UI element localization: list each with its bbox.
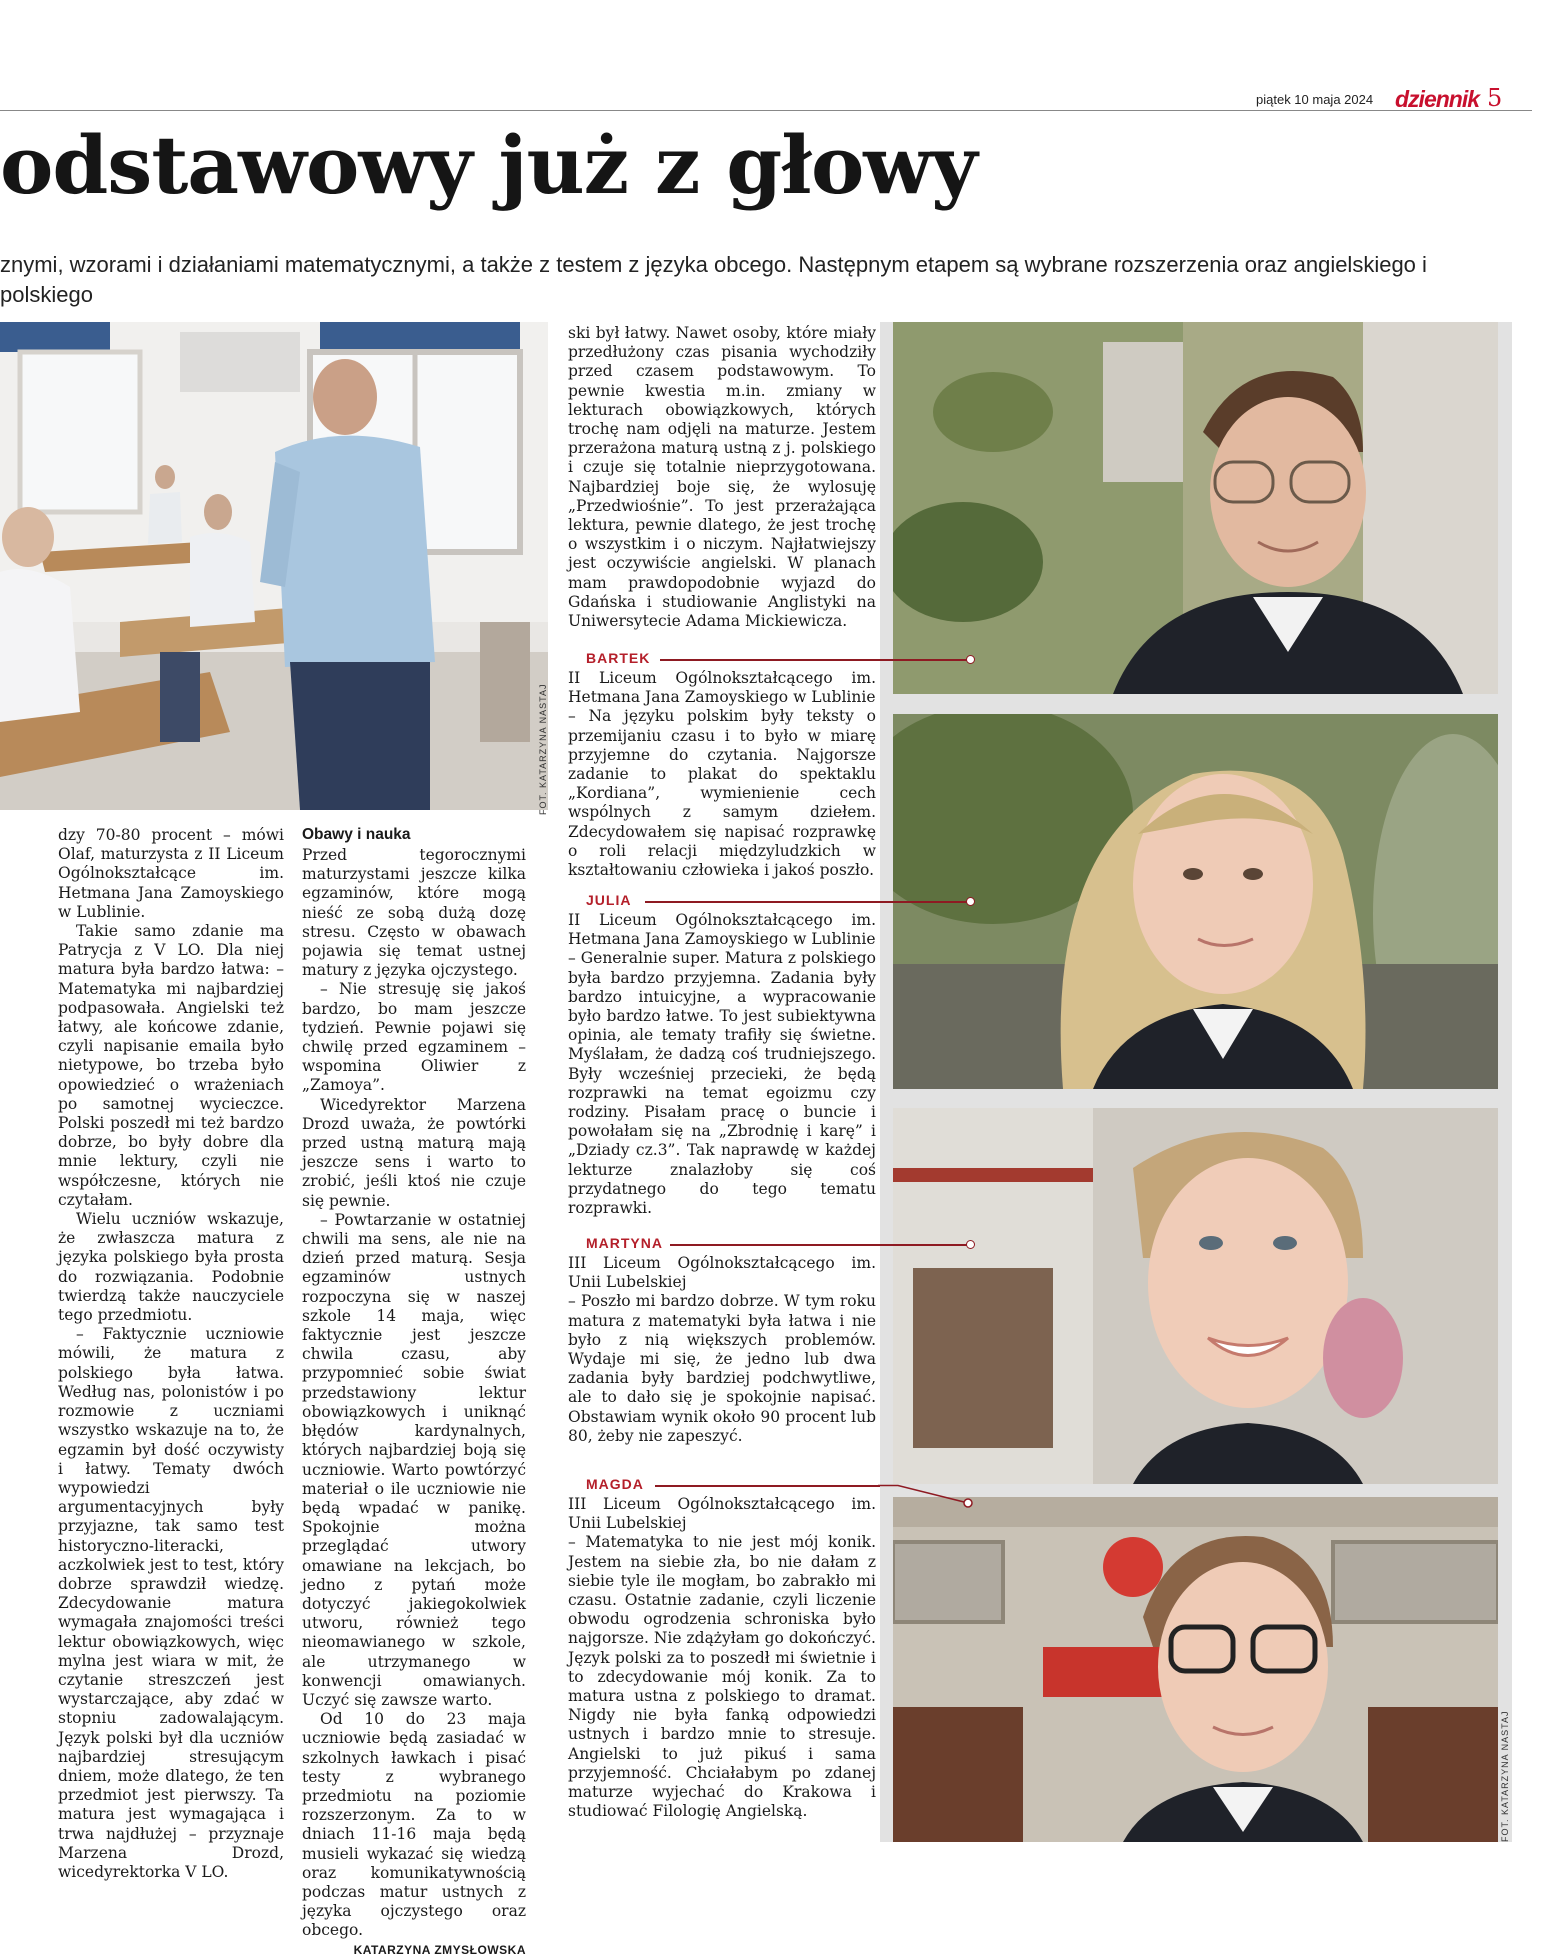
paragraph: – Nie stresuję się jakoś bardzo, bo mam jeszcze tydzień. Pewnie pojawi się chwilę przed egzaminem – wspomina Oliwier z „Zamoya”. — [302, 980, 526, 1095]
paragraph: – Faktycznie uczniowie mówili, że matura z polskiego była łatwa. Według nas, polonistów i po rozmowie z uczniami wszystko wskazuje na to, że egzamin był dość oczywisty i łatwy. Tematy dwóch wypowiedzi argumentacyjnych były przyjazne, tak samo test historyczno-literacki, aczkolwiek jest to test, który dobrze sprawdził wiedzę. Zdecydowanie matura wymagała znajomości treści lektur obowiązkowych, więc mylna jest wiara w mit, że czytanie streszczeń jest wystarczające, aby zdać w stopniu zadowalającym. Język polski był dla uczniów najbardziej stresującym dniem, może dlatego, że ten przedmiot jest pierwszy. Ta matura jest wymagająca i trwa najdłużej – przyznaje Marzena Drozd, wicedyrektorka V LO. — [58, 1325, 284, 1881]
quote-martyna — [568, 1254, 876, 1446]
paragraph: Przed tegorocznymi maturzystami jeszcze kilka egzaminów, które mogą nieść ze sobą dużą dozę stresu. Często w obawach pojawia się temat ustnej matury z języka ojczystego. — [302, 846, 526, 980]
deck: znymi, wzorami i działaniami matematycznymi, a także z testem z języka obcego. Następnym etapem są wybrane rozszerzenia oraz angielskiego i polskiego — [0, 252, 1427, 307]
photo-credit-main: FOT. KATARZYNA NASTAJ — [538, 683, 548, 815]
classroom-photo — [0, 322, 548, 810]
header-rule — [0, 110, 1532, 111]
section-heading: Obawy i nauka — [302, 826, 411, 843]
person-name-magda: MAGDA — [586, 1476, 644, 1492]
school: III Liceum Ogólnokształcącego im. Unii Lubelskiej — [568, 1254, 876, 1292]
article-column-2 — [302, 826, 526, 1957]
paragraph: Wicedyrektor Marzena Drozd uważa, że powtórki przed ustną maturą mają jeszcze sens i warto to zrobić, jeśli ktoś nie czuje się pewnie. — [302, 1095, 526, 1210]
pointer-connector — [878, 1484, 978, 1514]
headline: odstawowy już z głowy — [0, 118, 977, 212]
paragraph: Takie samo zdanie ma Patrycja z V LO. Dla niej matura była bardzo łatwa: – Matematyka mi najbardziej podpasowała. Angielski też łatwy, ale końcowe zdanie, czyli napisanie emaila było nietypowe, bo trzeba było opowiedzieć o wrażeniach po samotnej wycieczce. Polski poszedł mi też bardzo dobrze, bo były dobre dla mnie lektury, czyli nie współczesne, których nie czytałam. — [58, 922, 284, 1209]
paragraph: Od 10 do 23 maja uczniowie będą zasiadać w szkolnych ławkach i pisać testy z wybranego przedmiotu na poziomie rozszerzonym. Za to w dniach 11-16 maja będą musieli wykazać się wiedzą oraz komunikatywnością podczas matur ustnych z języka ojczystego oraz obcego. — [302, 1710, 526, 1940]
portrait-julia — [893, 714, 1498, 1089]
quote-text: – Matematyka to nie jest mój konik. Jestem na siebie zła, bo nie dałam z siebie tyle ile mogłam, bo zabrakło mi czasu. Ostatnie zadanie, czyli liczenie obwodu ogrodzenia schroniska było najgorsze. Nie zdążyłam go dokończyć. Język polski za to poszedł mi świetnie i to zdecydowanie mój konik. Za to matura ustna z polskiego to dramat. Nigdy nie była fanką odpowiedzi ustnych i bardzo mnie to stresuje. Angielski to już pikuś i sama przyjemność. Chciałabym po zdanej maturze wyjechać do Krakowa i studiować Filologię Angielską. — [568, 1533, 876, 1821]
quote-bartek — [568, 669, 876, 880]
byline: KATARZYNA ZMYSŁOWSKA — [353, 1942, 526, 1957]
paragraph: Wielu uczniów wskazuje, że zwłaszcza matura z języka polskiego była prosta do rozwiązania. Podobnie twierdzą także nauczyciele tego przedmiotu. — [58, 1210, 284, 1325]
pointer-line — [645, 901, 968, 903]
pointer-line — [670, 1244, 968, 1246]
issue-date: piątek 10 maja 2024 — [1256, 92, 1374, 107]
quote-text: – Generalnie super. Matura z polskiego była bardzo przyjemna. Zadania były bardzo intuicyjne, a wypracowanie było bardzo łatwe. To jest subiektywna opinia, ale tematy trafiły się świetne. Myślałam, że dadzą coś trudniejszego. Były wcześniej przecieki, że będą rozprawki na temat egoizmu czy rodziny. Pisałam pracę o buncie i powołałam się na „Zbrodnię i karę” i „Dziady cz.3”. Tak naprawdę w każdej lekturze znalazłoby się coś przydatnego do tego tematu rozprawki. — [568, 949, 876, 1218]
person-name-bartek: BARTEK — [586, 650, 651, 666]
person-name-julia: JULIA — [586, 892, 632, 908]
school: III Liceum Ogólnokształcącego im. Unii Lubelskiej — [568, 1495, 876, 1533]
photo-credit-portraits: FOT. KATARZYNA NASTAJ — [1500, 1710, 1510, 1842]
portrait-magda — [893, 1497, 1498, 1842]
portrait-bartek — [893, 322, 1498, 694]
newspaper-logo: dziennik — [1395, 86, 1480, 112]
school: II Liceum Ogólnokształcącego im. Hetmana Jana Zamoyskiego w Lublinie — [568, 669, 876, 707]
paragraph: dzy 70-80 procent – mówi Olaf, maturzysta z II Liceum Ogólnokształcące im. Hetmana Jana Zamoyskiego w Lublinie. — [58, 826, 284, 921]
quote-text: – Poszło mi bardzo dobrze. W tym roku matura z matematyki była łatwa i nie było z nią większych problemów. Wydaje mi się, że jedno lub dwa zadania były bardziej podchwytliwe, ale to dało się je spokojnie napisać. Obstawiam wynik około 90 procent lub 80, żeby nie zapeszyć. — [568, 1292, 876, 1445]
quote-intro — [568, 324, 876, 631]
paragraph: ski był łatwy. Nawet osoby, które miały przedłużony czas pisania wychodziły przed czasem podstawowym. To pewnie kwestia m.in. zmiany w lekturach obowiązkowych, których trochę nam odjęli na maturze. Jestem przerażona maturą ustną z j. polskiego i czuje się totalnie nieprzygotowana. Najbardziej boje się, że wylosuję „Przedwiośnie”. To jest przerażająca lektura, pewnie dlatego, że jest trochę o wszystkim i o niczym. Najłatwiejszy jest oczywiście angielski. W planach mam prawdopodobnie wyjazd do Gdańska i studiowanie Anglistyki na Uniwersytecie Adama Mickiewicza. — [568, 324, 876, 631]
school: II Liceum Ogólnokształcącego im. Hetmana Jana Zamoyskiego w Lublinie — [568, 911, 876, 949]
paragraph: – Powtarzanie w ostatniej chwili ma sens, ale nie na dzień przed maturą. Sesja egzaminów ustnych rozpoczyna się w naszej szkole 14 maja, więc faktycznie jest jeszcze chwila czasu, aby przypomnieć sobie świat przedstawiony lektur obowiązkowych i uniknąć błędów kardynalnych, których najbardziej boją się uczniowie. Warto powtórzyć materiał o ile uczniowie nie będą wpadać w panikę. Spokojnie można przeglądać utwory omawiane na lekcjach, bo jedno z pytań może dotyczyć jakiegokolwiek utworu, również tego nieomawianego w szkole, ale utrzymanego w konwencji omawianych. Uczyć się zawsze warto. — [302, 1210, 526, 1709]
person-name-martyna: MARTYNA — [586, 1235, 663, 1251]
quote-magda — [568, 1495, 876, 1821]
pointer-line — [660, 659, 968, 661]
pointer-line — [655, 1485, 880, 1487]
quote-text: – Na języku polskim były teksty o przemijaniu czasu i to było w miarę przyjemne do czytania. Najgorsze zadanie to plakat do spektaklu „Kordiana”, wymienienie cech wspólnych z samym dziełem. Zdecydowałem się napisać rozprawkę o roli relacji międzyludzkich w kształtowaniu człowieka i jakoś poszło. — [568, 707, 876, 880]
pointer-dot — [966, 1240, 975, 1249]
pointer-dot — [966, 897, 975, 906]
pointer-dot — [966, 655, 975, 664]
article-column-1 — [58, 826, 284, 1882]
page-number: 5 — [1487, 84, 1503, 112]
quote-julia — [568, 911, 876, 1218]
portrait-martyna — [893, 1108, 1498, 1484]
